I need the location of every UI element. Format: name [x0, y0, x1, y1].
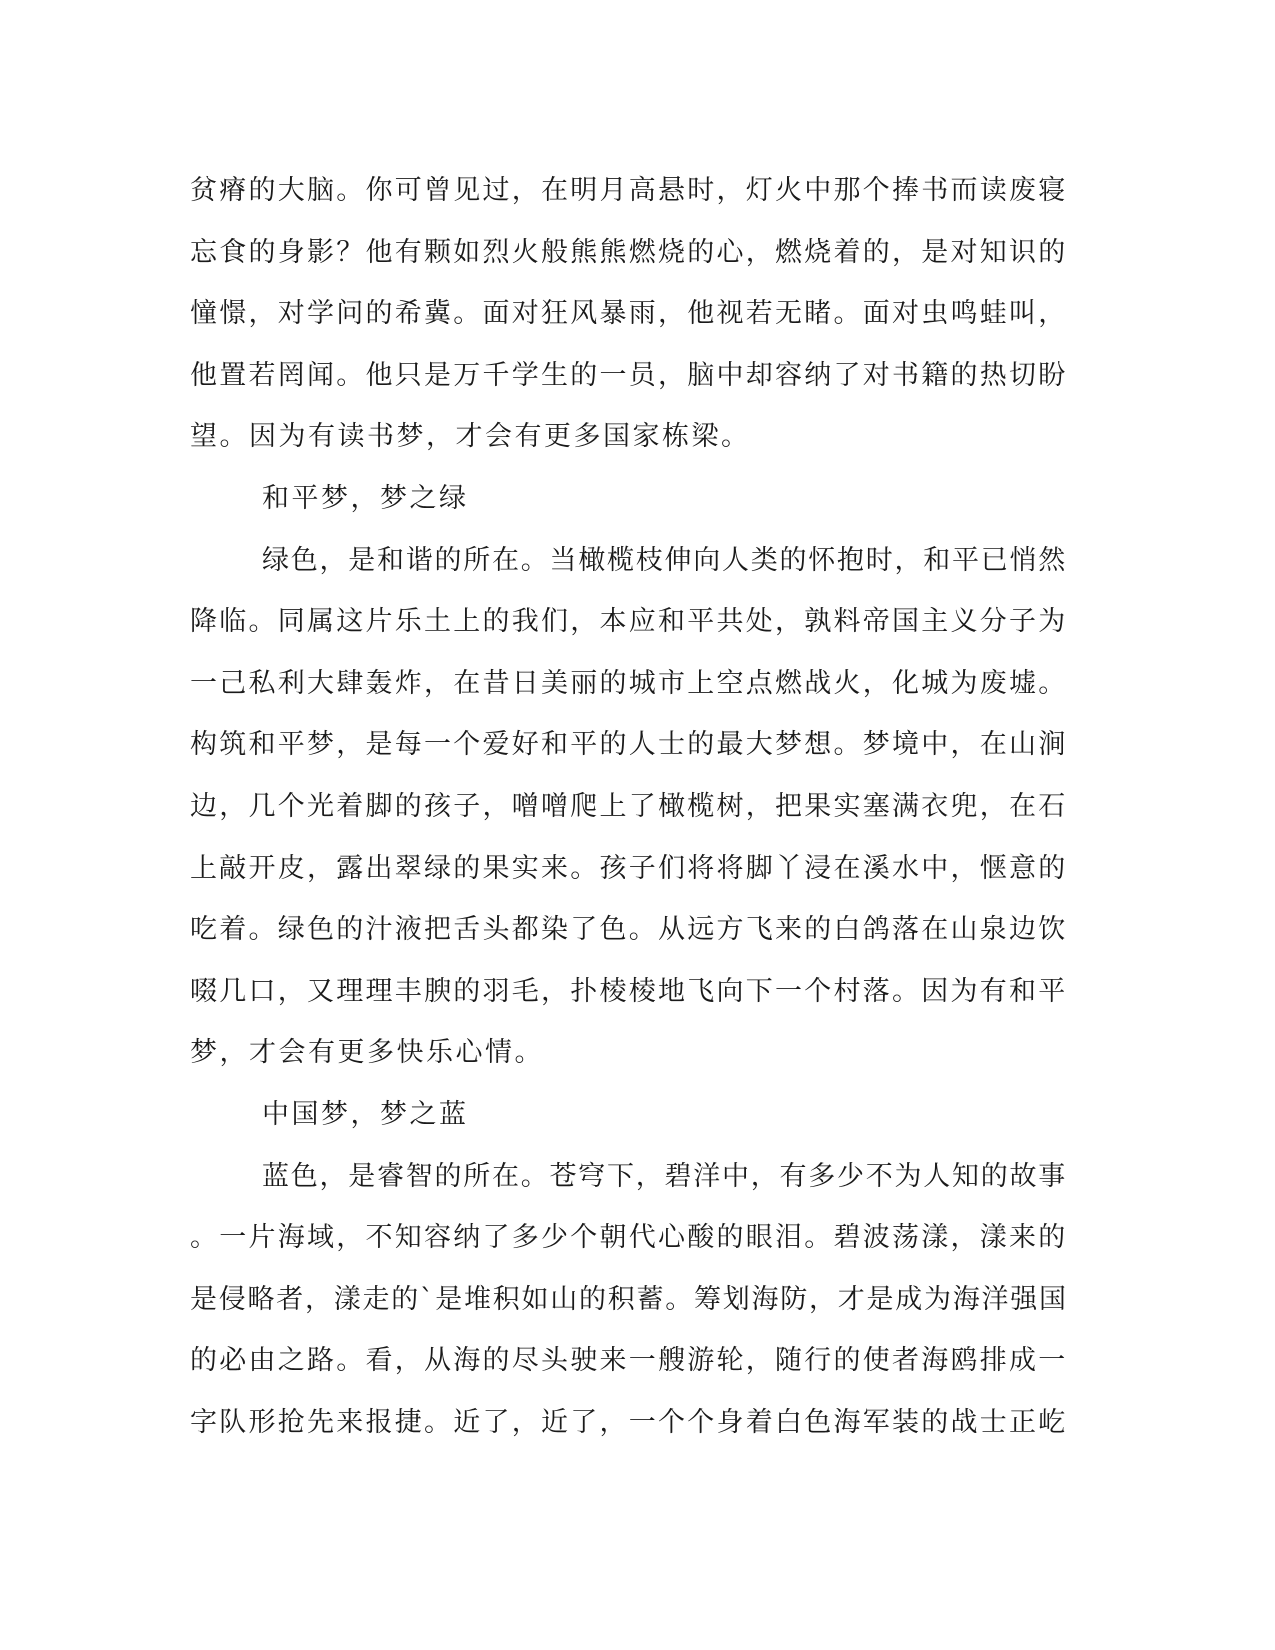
text-line: 是侵略者，漾走的`是堆积如山的积蓄。筹划海防，才是成为海洋强国	[190, 1283, 1068, 1315]
text-line: 一己私利大肆轰炸，在昔日美丽的城市上空点燃战火，化城为废墟。	[190, 667, 1068, 699]
text-line: 他置若罔闻。他只是万千学生的一员，脑中却容纳了对书籍的热切盼	[190, 359, 1068, 391]
text-line: 降临。同属这片乐土上的我们，本应和平共处，孰料帝国主义分子为	[190, 606, 1068, 638]
text-line: 吃着。绿色的汁液把舌头都染了色。从远方飞来的白鸽落在山泉边饮	[190, 914, 1068, 946]
section-heading-china: 中国梦，梦之蓝	[262, 1098, 469, 1130]
text-line: 望。因为有读书梦，才会有更多国家栋梁。	[190, 421, 751, 453]
text-line: 贫瘠的大脑。你可曾见过，在明月高悬时，灯火中那个捧书而读废寝	[190, 175, 1068, 206]
essay-body	[190, 160, 1070, 1453]
text-line: 忘食的身影？他有颗如烈火般熊熊燃烧的心，燃烧着的，是对知识的	[190, 236, 1068, 268]
text-line: 边，几个光着脚的孩子，噌噌爬上了橄榄树，把果实塞满衣兜，在石	[190, 790, 1068, 822]
text-line: 的必由之路。看，从海的尽头驶来一艘游轮，随行的使者海鸥排成一	[190, 1345, 1068, 1377]
section-heading-peace: 和平梦，梦之绿	[262, 482, 469, 514]
text-line: 。一片海域，不知容纳了多少个朝代心酸的眼泪。碧波荡漾，漾来的	[190, 1222, 1068, 1254]
text-line: 字队形抢先来报捷。近了，近了，一个个身着白色海军装的战士正屹	[190, 1406, 1068, 1438]
text-line: 梦，才会有更多快乐心情。	[190, 1037, 544, 1069]
text-line: 构筑和平梦，是每一个爱好和平的人士的最大梦想。梦境中，在山涧	[190, 729, 1068, 761]
text-line: 绿色，是和谐的所在。当橄榄枝伸向人类的怀抱时，和平已悄然	[262, 544, 1067, 576]
text-line: 憧憬，对学问的希冀。面对狂风暴雨，他视若无睹。面对虫鸣蛙叫，	[190, 298, 1068, 330]
text-line: 啜几口，又理理丰腴的羽毛，扑棱棱地飞向下一个村落。因为有和平	[190, 975, 1068, 1007]
text-line: 蓝色，是睿智的所在。苍穹下，碧洋中，有多少不为人知的故事	[262, 1160, 1067, 1192]
text-line: 上敲开皮，露出翠绿的果实来。孩子们将将脚丫浸在溪水中，惬意的	[190, 852, 1068, 884]
